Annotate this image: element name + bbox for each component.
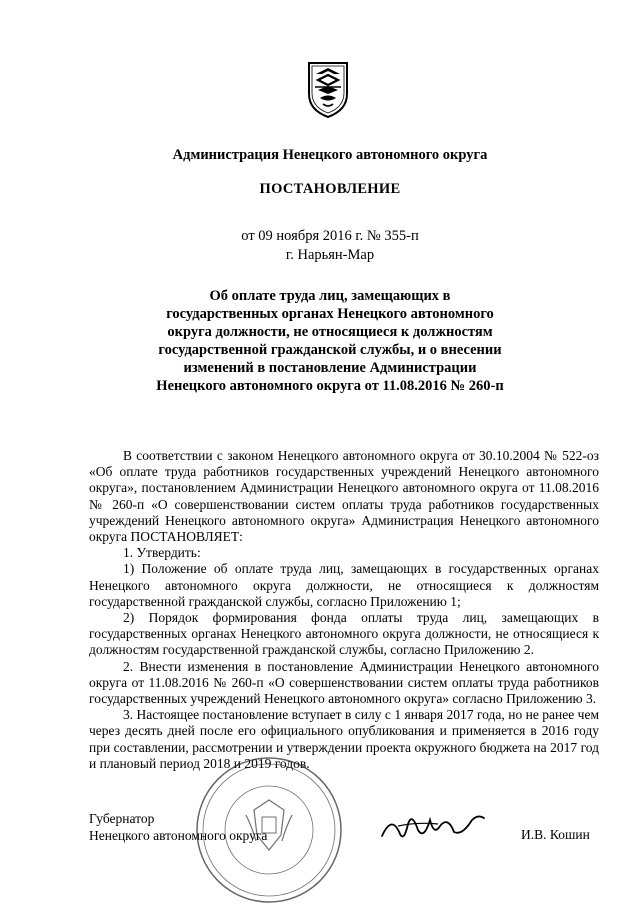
title-line: государственной гражданской службы, и о внесении (158, 342, 502, 358)
handwritten-signature-icon (378, 806, 488, 846)
title-line: Ненецкого автономного округа от 11.08.2016 № 260-п (156, 378, 504, 394)
date-block (60, 227, 600, 265)
body-paragraph: 3. Настоящее постановление вступает в силу с 1 января 2017 года, но не ранее чем через десять дней после его официального опубликования и применяется в 2016 году при составлении, рассмотрении и утверждении проекта окружного бюджета на 2017 год и плановый период 2018 и 2019 годов. (89, 707, 599, 771)
document-date-number: от 09 ноября 2016 г. № 355-п (241, 228, 419, 244)
body-paragraph: 2) Порядок формирования фонда оплаты труда лиц, замещающих в государственных органах Ненецкого автономного округа должности, не относящиеся к должностям государственной гражданской службы, согласно Приложению 2. (89, 610, 599, 658)
document-type: ПОСТАНОВЛЕНИЕ (259, 181, 401, 197)
body-paragraph: В соответствии с законом Ненецкого автономного округа от 30.10.2004 № 522-оз «Об оплате труда работников государственных учреждений Ненецкого автономного округа», постановлением Администрации Ненецкого автономного округа от 11.08.2016 № 260-п «О совершенствовании систем оплаты труда работников государственных учреждений Ненецкого автономного округа» Администрация Ненецкого автономного округа ПОСТАНОВЛЯЕТ: (89, 448, 599, 545)
signatory-name: И.В. Кошин (521, 827, 590, 842)
organization-name: Администрация Ненецкого автономного округа (172, 147, 488, 163)
body-paragraph: 2. Внести изменения в постановление Администрации Ненецкого автономного округа от 11.08.2016 № 260-п «О совершенствовании систем оплаты труда работников государственных учреждений Ненецкого автономного округа» согласно Приложению 3. (89, 658, 599, 707)
body-paragraph: 1. Утвердить: (123, 545, 201, 561)
document-place: г. Нарьян-Мар (285, 247, 375, 263)
signatory-title-line: Губернатор (89, 811, 155, 826)
title-line: изменений в постановление Администрации (183, 360, 477, 376)
signatory-title-line: Ненецкого автономного округа (89, 828, 268, 843)
document-title (130, 287, 530, 395)
title-line: государственных органах Ненецкого автономного (166, 306, 494, 322)
title-line: Об оплате труда лиц, замещающих в (209, 288, 451, 304)
coat-of-arms-icon (306, 60, 350, 120)
body-paragraph: 1) Положение об оплате труда лиц, замещающих в государственных органах Ненецкого автономного округа должности, не относящиеся к должностям государственной гражданской службы, согласно Приложению 1; (89, 561, 599, 609)
title-line: округа должности, не относящиеся к должностям (167, 324, 493, 340)
document-body (89, 448, 599, 772)
signatory-title (89, 810, 267, 844)
